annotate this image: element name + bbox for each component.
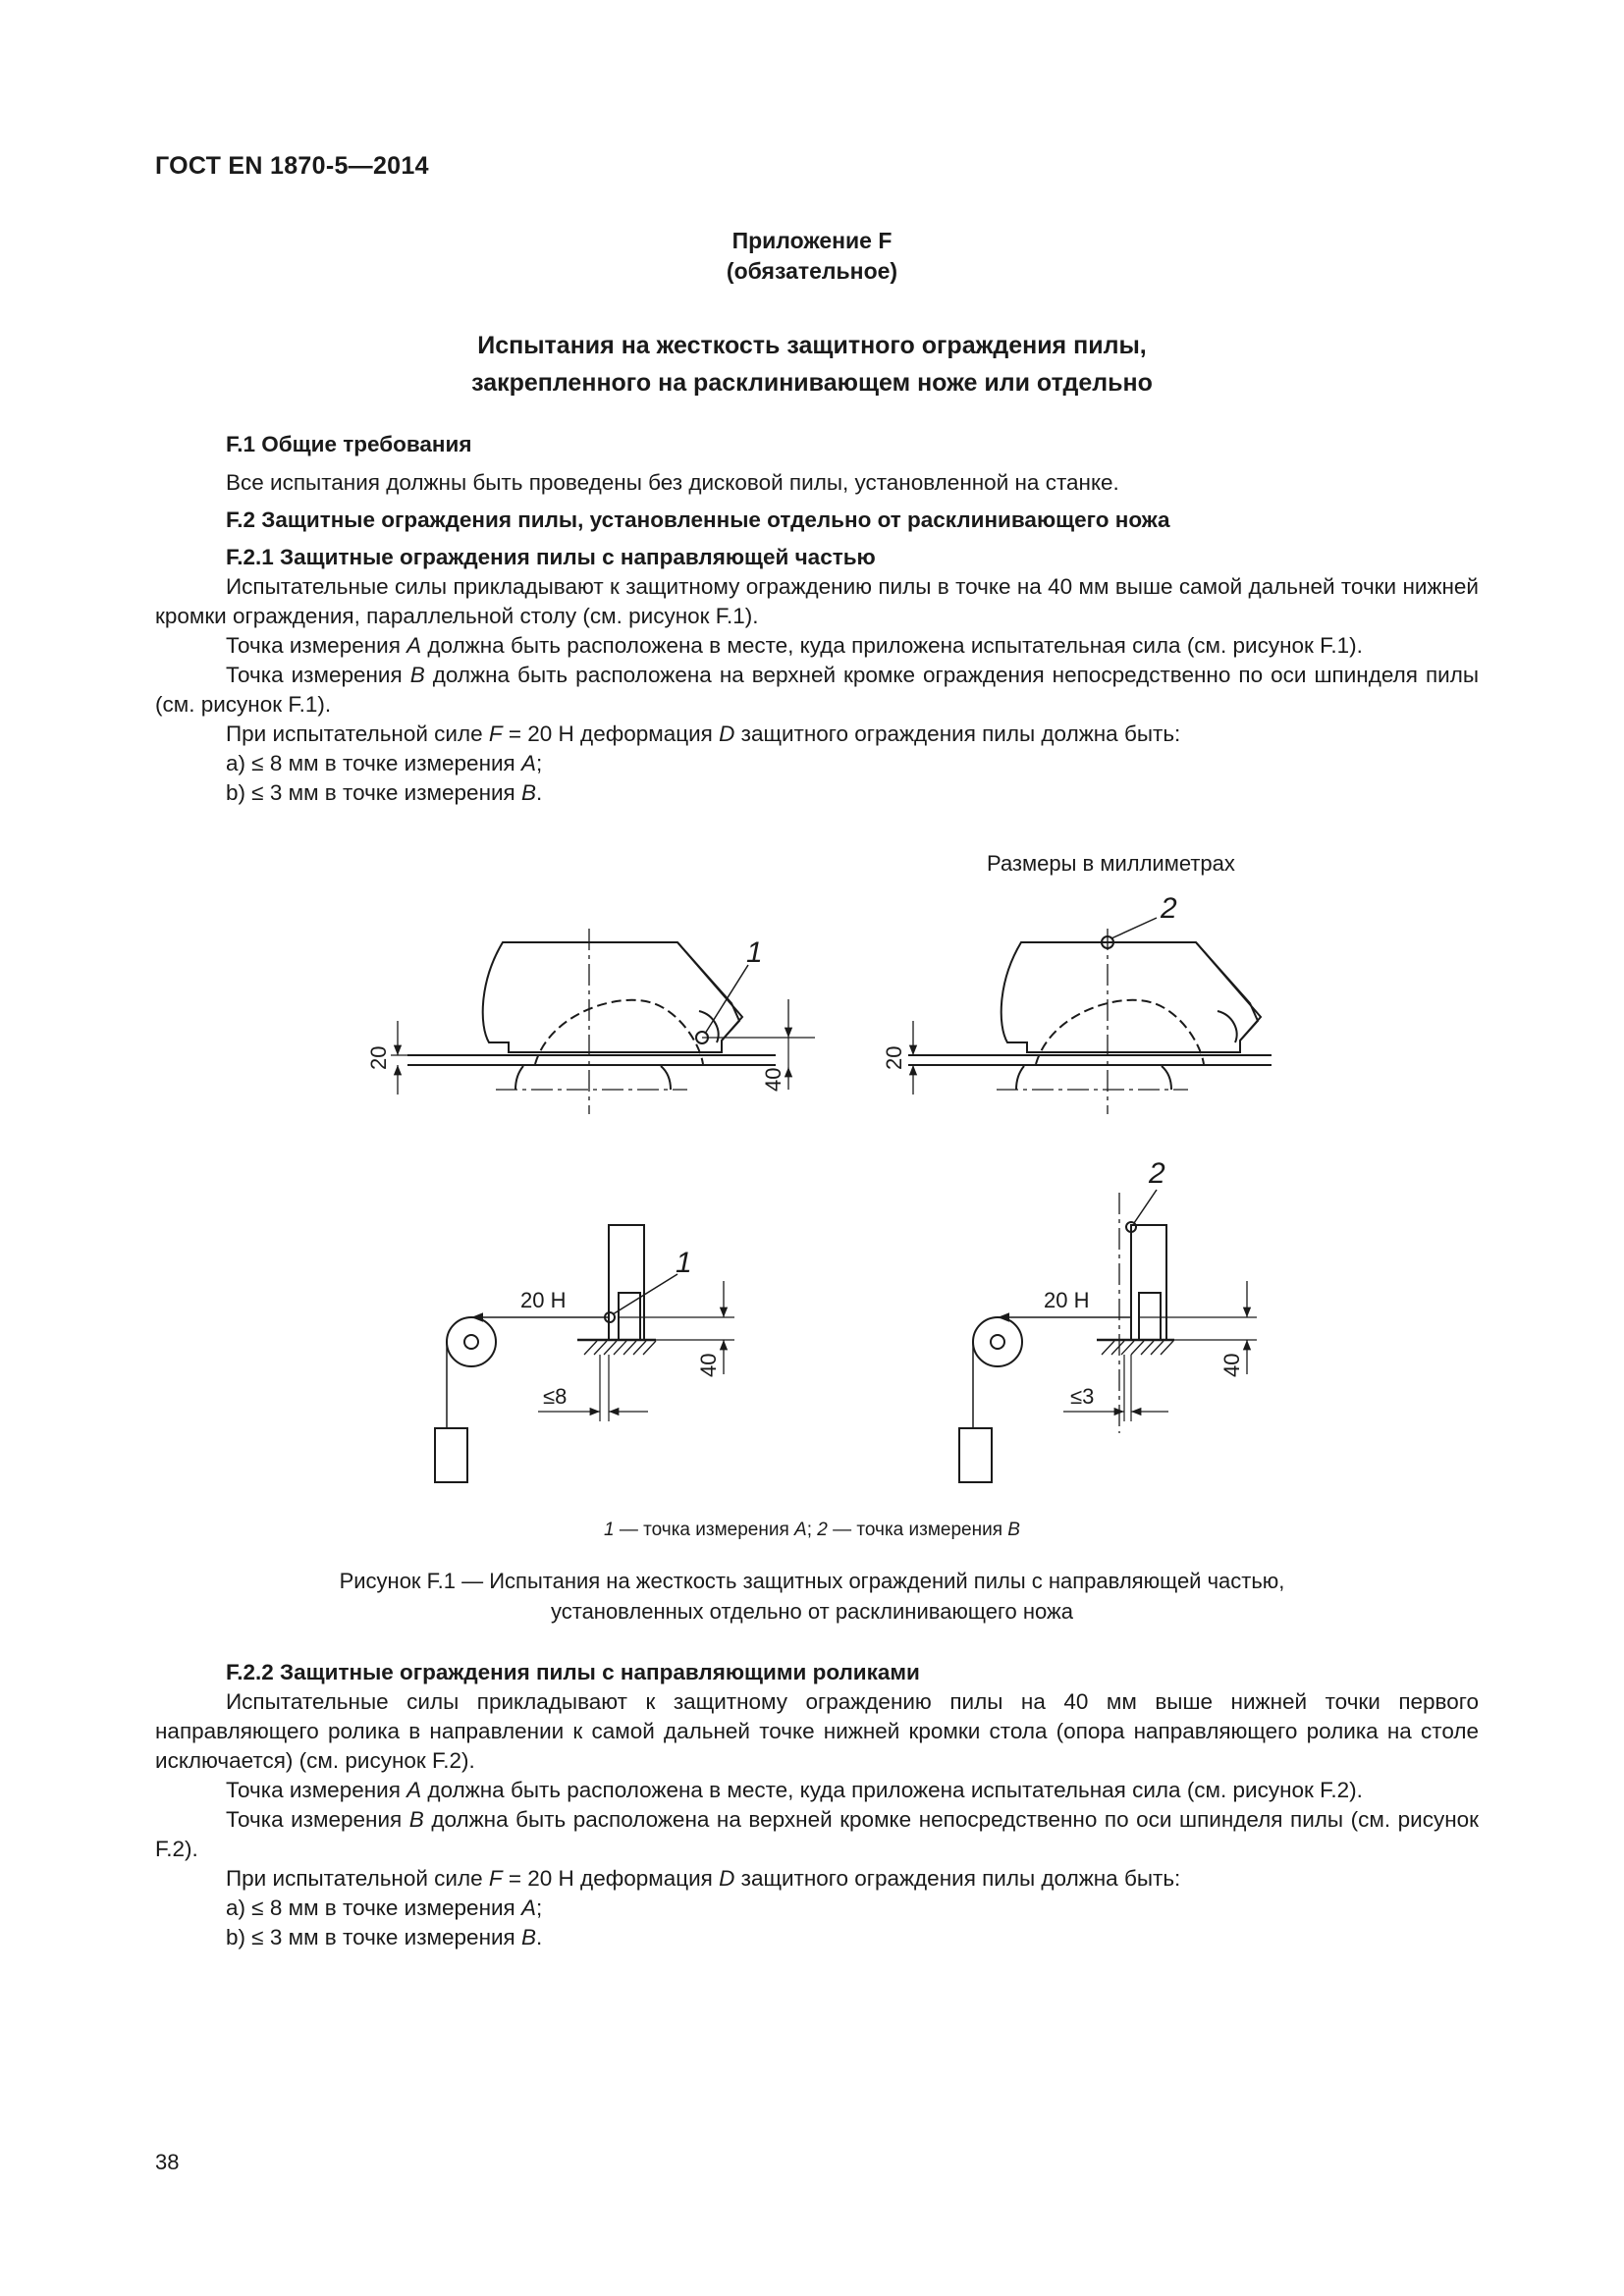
caption-line-2: установленных отдельно от расклинивающего ножа xyxy=(550,1599,1073,1624)
saw-guard-body xyxy=(1001,942,1261,1052)
force-label: 20 Н xyxy=(1044,1288,1090,1312)
guard-front-view xyxy=(609,1225,644,1340)
force-label: 20 Н xyxy=(520,1288,567,1312)
deformation-limit-8: ≤8 xyxy=(543,1384,568,1409)
section-f22-item-b: b) ≤ 3 мм в точке измерения B. xyxy=(226,1925,543,1949)
dim-40-bottom-left: 40 xyxy=(696,1353,721,1377)
section-f22-heading: F.2.2 Защитные ограждения пилы с направляющими роликами xyxy=(226,1660,920,1684)
section-f21-para-2: Точка измерения A должна быть расположена в месте, куда приложена испытательная сила (см. рисунок F.1). xyxy=(226,633,1363,658)
page-number: 38 xyxy=(155,2150,180,2174)
annex-title: Приложение F xyxy=(731,228,893,253)
section-f22-para-2: Точка измерения A должна быть расположена в месте, куда приложена испытательная сила (см. рисунок F.2). xyxy=(226,1778,1363,1802)
pulley xyxy=(973,1317,1022,1366)
label-point-1: 1 xyxy=(746,936,763,969)
section-f22-para-1: Испытательные силы прикладывают к защитному ограждению пилы на 40 мм выше нижней точки первого направляющего ролика в направлении к самой дальней точке нижней кромки стола (опора направляющего ролика на столе исключается) (см. рисунок F.2). xyxy=(155,1689,1479,1773)
saw-guard-body xyxy=(483,942,742,1052)
main-title-line-1: Испытания на жесткость защитного ограждения пилы, xyxy=(477,332,1147,359)
section-f22-item-a: a) ≤ 8 мм в точке измерения A; xyxy=(226,1896,543,1920)
main-title-line-2: закрепленного на расклинивающем ноже или отдельно xyxy=(471,369,1153,397)
section-f21-item-a: a) ≤ 8 мм в точке измерения A; xyxy=(226,751,543,775)
figure-caption xyxy=(0,1566,1624,1627)
dim-20-top-right: 20 xyxy=(882,1045,906,1070)
section-f21-heading: F.2.1 Защитные ограждения пилы с направляющей частью xyxy=(226,545,876,569)
annex-status: (обязательное) xyxy=(726,258,898,284)
section-f22-para-3: Точка измерения B должна быть расположена на верхней кромке непосредственно по оси шпинделя пилы (см. рисунок F.2). xyxy=(155,1807,1480,1861)
dim-40-bottom-right: 40 xyxy=(1219,1353,1244,1377)
dim-20-top-left: 20 xyxy=(366,1045,391,1070)
section-f1-heading: F.1 Общие требования xyxy=(226,432,472,456)
caption-line-1: Рисунок F.1 — Испытания на жесткость защитных ограждений пилы с направляющей частью, xyxy=(339,1569,1285,1593)
section-f21-para-3: Точка измерения B должна быть расположена на верхней кромке ограждения непосредственно по оси шпинделя пилы (см. рисунок F.1). xyxy=(155,663,1479,717)
pulley xyxy=(447,1317,496,1366)
section-f21-item-b: b) ≤ 3 мм в точке измерения B. xyxy=(226,780,543,805)
section-f22-para-4: При испытательной силе F = 20 Н деформация D защитного ограждения пилы должна быть: xyxy=(226,1866,1181,1891)
label-point-2: 2 xyxy=(1161,892,1177,925)
deformation-limit-3: ≤3 xyxy=(1070,1384,1095,1409)
section-f2-heading: F.2 Защитные ограждения пилы, установленные отдельно от расклинивающего ножа xyxy=(226,507,1170,532)
guard-side-view-right xyxy=(882,892,1272,1114)
document-standard-number: ГОСТ EN 1870-5—2014 xyxy=(155,152,429,180)
dim-40-top-left: 40 xyxy=(761,1067,785,1092)
section-f22 xyxy=(155,1658,1479,1952)
test-rig-left xyxy=(435,1225,734,1482)
test-rig-right xyxy=(959,1157,1257,1482)
test-weight xyxy=(959,1428,992,1482)
label-point-2: 2 xyxy=(1149,1157,1165,1190)
section-f21-para-1: Испытательные силы прикладывают к защитному ограждению пилы в точке на 40 мм выше самой дальней точки нижней кромки ограждения, параллельной столу (см. рисунок F.1). xyxy=(155,574,1479,628)
figure-sizes-note: Размеры в миллиметрах xyxy=(987,851,1235,876)
section-f1-text: Все испытания должны быть проведены без дисковой пилы, установленной на станке. xyxy=(226,470,1119,495)
label-point-1: 1 xyxy=(676,1247,692,1279)
guard-side-view-left xyxy=(366,929,815,1114)
test-weight xyxy=(435,1428,467,1482)
figure-legend: 1 — точка измерения A; 2 — точка измерения B xyxy=(604,1520,1020,1540)
section-f21-para-4: При испытательной силе F = 20 Н деформация D защитного ограждения пилы должна быть: xyxy=(226,721,1181,746)
